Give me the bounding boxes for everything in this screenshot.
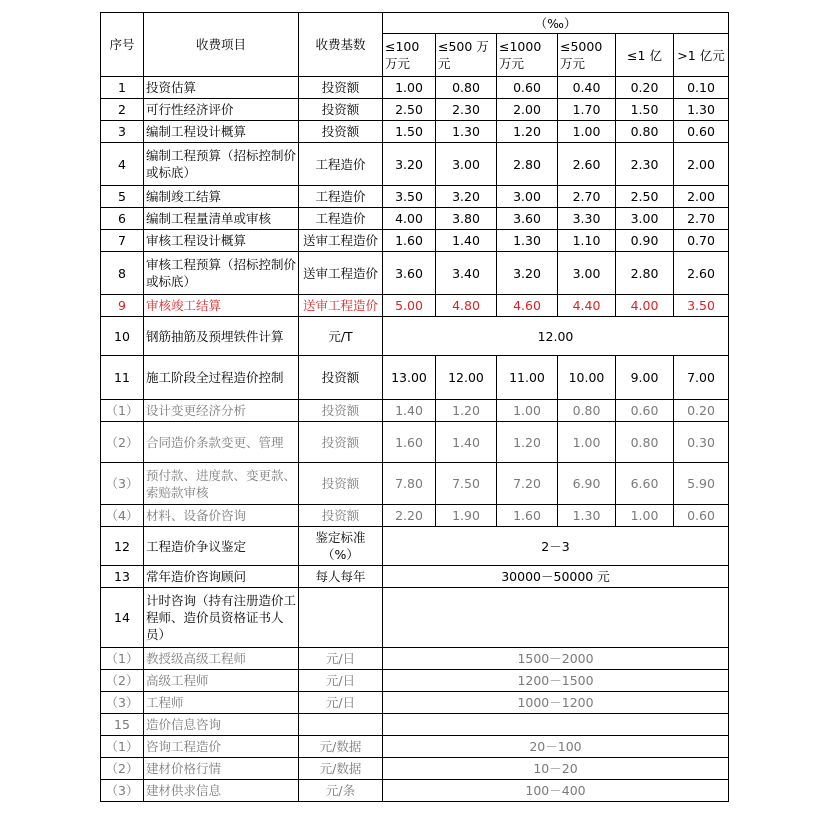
rate-cell: 4.00 [616, 295, 674, 317]
rate-cell: 13.00 [383, 356, 436, 400]
rate-cell: 2.60 [558, 143, 616, 186]
row-item: 常年造价咨询顾问 [144, 566, 299, 588]
row-base: 送审工程造价 [299, 230, 383, 252]
rate-cell: 0.60 [497, 77, 558, 99]
rate-cell: 3.30 [558, 208, 616, 230]
rate-cell: 11.00 [497, 356, 558, 400]
row-no: （3） [101, 780, 144, 802]
rate-cell: 0.70 [674, 230, 729, 252]
rate-cell: 2.30 [436, 99, 497, 121]
header-no: 序号 [101, 13, 144, 77]
rate-cell: 1.90 [436, 505, 497, 527]
table-row [101, 714, 729, 736]
row-item: 建材供求信息 [144, 780, 299, 802]
rate-cell: 1.60 [497, 505, 558, 527]
rate-cell: 2.60 [674, 252, 729, 295]
merged-rate-cell: 12.00 [383, 317, 729, 356]
rate-cell: 2.50 [616, 186, 674, 208]
merged-rate-cell: 100－400 [383, 780, 729, 802]
rate-cell: 0.80 [436, 77, 497, 99]
header-tier-5: ≤1 亿 [616, 34, 674, 77]
rate-cell: 3.00 [436, 143, 497, 186]
rate-cell: 1.30 [436, 121, 497, 143]
row-no: （3） [101, 692, 144, 714]
row-item: 审核工程预算（招标控制价或标底） [144, 252, 299, 295]
row-base: 送审工程造价 [299, 252, 383, 295]
rate-cell: 3.50 [383, 186, 436, 208]
rate-cell: 2.50 [383, 99, 436, 121]
row-no: 14 [101, 588, 144, 648]
row-item: 编制工程量清单或审核 [144, 208, 299, 230]
row-item: 编制竣工结算 [144, 186, 299, 208]
rate-cell: 0.30 [674, 422, 729, 463]
rate-cell: 3.60 [383, 252, 436, 295]
row-no: （1） [101, 400, 144, 422]
rate-cell: 3.40 [436, 252, 497, 295]
row-no: （1） [101, 736, 144, 758]
rate-cell: 5.00 [383, 295, 436, 317]
row-base: 元/日 [299, 648, 383, 670]
rate-cell: 1.50 [383, 121, 436, 143]
row-item: 建材价格行情 [144, 758, 299, 780]
table-row [101, 317, 729, 356]
row-item: 审核竣工结算 [144, 295, 299, 317]
row-base: 鉴定标准（%） [299, 527, 383, 566]
row-no: （4） [101, 505, 144, 527]
row-no: 7 [101, 230, 144, 252]
row-base: 工程造价 [299, 208, 383, 230]
rate-cell: 2.70 [558, 186, 616, 208]
rate-cell: 3.50 [674, 295, 729, 317]
row-item: 工程师 [144, 692, 299, 714]
row-base: 投资额 [299, 463, 383, 505]
row-base: 投资额 [299, 356, 383, 400]
rate-cell: 1.70 [558, 99, 616, 121]
rate-cell: 3.00 [558, 252, 616, 295]
rate-cell: 0.80 [616, 422, 674, 463]
rate-cell: 1.40 [436, 422, 497, 463]
row-no: 2 [101, 99, 144, 121]
rate-cell: 1.30 [497, 230, 558, 252]
row-no: 9 [101, 295, 144, 317]
row-no: 15 [101, 714, 144, 736]
row-item: 投资估算 [144, 77, 299, 99]
row-no: 5 [101, 186, 144, 208]
rate-cell: 3.20 [383, 143, 436, 186]
rate-cell: 6.60 [616, 463, 674, 505]
rate-cell: 3.60 [497, 208, 558, 230]
rate-cell: 1.10 [558, 230, 616, 252]
rate-cell: 1.30 [558, 505, 616, 527]
rate-cell: 1.20 [497, 121, 558, 143]
row-base: 工程造价 [299, 186, 383, 208]
row-no: 11 [101, 356, 144, 400]
merged-rate-cell: 2－3 [383, 527, 729, 566]
rate-cell: 1.40 [383, 400, 436, 422]
merged-rate-cell: 30000－50000 元 [383, 566, 729, 588]
rate-cell: 1.20 [436, 400, 497, 422]
merged-rate-cell [383, 588, 729, 648]
row-item: 教授级高级工程师 [144, 648, 299, 670]
row-item: 预付款、进度款、变更款、索赔款审核 [144, 463, 299, 505]
table-row [101, 230, 729, 252]
header-unit: （‰） [383, 13, 729, 34]
rate-cell: 2.80 [616, 252, 674, 295]
row-item: 造价信息咨询 [144, 714, 299, 736]
row-no: 10 [101, 317, 144, 356]
row-no: 12 [101, 527, 144, 566]
row-base: 元/T [299, 317, 383, 356]
row-base: 工程造价 [299, 143, 383, 186]
rate-cell: 4.60 [497, 295, 558, 317]
table-row [101, 463, 729, 505]
row-base: 元/日 [299, 692, 383, 714]
row-base: 元/数据 [299, 758, 383, 780]
rate-cell: 4.00 [383, 208, 436, 230]
rate-cell: 0.60 [674, 505, 729, 527]
rate-cell: 3.20 [436, 186, 497, 208]
rate-cell: 0.60 [616, 400, 674, 422]
rate-cell: 2.20 [383, 505, 436, 527]
rate-cell: 3.00 [616, 208, 674, 230]
row-no: 1 [101, 77, 144, 99]
table-row [101, 356, 729, 400]
row-no: （1） [101, 648, 144, 670]
header-tier-1: ≤100 万元 [383, 34, 436, 77]
rate-cell: 0.80 [616, 121, 674, 143]
rate-cell: 0.20 [616, 77, 674, 99]
table-row [101, 252, 729, 295]
header-tier-2: ≤500 万元 [436, 34, 497, 77]
row-item: 材料、设备价咨询 [144, 505, 299, 527]
table-row [101, 758, 729, 780]
row-item: 设计变更经济分析 [144, 400, 299, 422]
row-base [299, 588, 383, 648]
rate-cell: 1.30 [674, 99, 729, 121]
table-row [101, 295, 729, 317]
row-item: 高级工程师 [144, 670, 299, 692]
table-row [101, 208, 729, 230]
table-row [101, 780, 729, 802]
row-no: 3 [101, 121, 144, 143]
row-base: 元/数据 [299, 736, 383, 758]
rate-cell: 0.40 [558, 77, 616, 99]
rate-cell: 1.40 [436, 230, 497, 252]
merged-rate-cell: 1200－1500 [383, 670, 729, 692]
header-base: 收费基数 [299, 13, 383, 77]
rate-cell: 9.00 [616, 356, 674, 400]
rate-cell: 2.80 [497, 143, 558, 186]
header-tier-4: ≤5000 万元 [558, 34, 616, 77]
row-base: 投资额 [299, 505, 383, 527]
header-tier-6: >1 亿元 [674, 34, 729, 77]
rate-cell: 6.90 [558, 463, 616, 505]
rate-cell: 4.40 [558, 295, 616, 317]
rate-cell: 1.20 [497, 422, 558, 463]
rate-cell: 7.00 [674, 356, 729, 400]
fee-table [100, 12, 729, 802]
rate-cell: 2.30 [616, 143, 674, 186]
merged-rate-cell: 10－20 [383, 758, 729, 780]
rate-cell: 0.20 [674, 400, 729, 422]
rate-cell: 7.50 [436, 463, 497, 505]
row-no: （2） [101, 758, 144, 780]
row-base: 投资额 [299, 99, 383, 121]
rate-cell: 4.80 [436, 295, 497, 317]
row-base: 投资额 [299, 121, 383, 143]
table-row [101, 692, 729, 714]
row-base: 投资额 [299, 400, 383, 422]
table-row [101, 422, 729, 463]
row-item: 施工阶段全过程造价控制 [144, 356, 299, 400]
rate-cell: 1.60 [383, 422, 436, 463]
rate-cell: 12.00 [436, 356, 497, 400]
row-no: （2） [101, 422, 144, 463]
table-row [101, 99, 729, 121]
row-base: 送审工程造价 [299, 295, 383, 317]
table-row [101, 648, 729, 670]
row-base: 每人每年 [299, 566, 383, 588]
row-base [299, 714, 383, 736]
row-item: 可行性经济评价 [144, 99, 299, 121]
row-item: 计时咨询（持有注册造价工程师、造价员资格证书人员） [144, 588, 299, 648]
rate-cell: 1.60 [383, 230, 436, 252]
rate-cell: 3.20 [497, 252, 558, 295]
table-row [101, 121, 729, 143]
row-no: 8 [101, 252, 144, 295]
row-no: 13 [101, 566, 144, 588]
row-no: 6 [101, 208, 144, 230]
rate-cell: 1.00 [616, 505, 674, 527]
rate-cell: 1.00 [383, 77, 436, 99]
merged-rate-cell: 1500－2000 [383, 648, 729, 670]
rate-cell: 1.00 [497, 400, 558, 422]
table-row [101, 566, 729, 588]
row-item: 编制工程设计概算 [144, 121, 299, 143]
row-base: 投资额 [299, 422, 383, 463]
rate-cell: 1.50 [616, 99, 674, 121]
row-base: 元/条 [299, 780, 383, 802]
row-item: 咨询工程造价 [144, 736, 299, 758]
rate-cell: 2.00 [674, 186, 729, 208]
rate-cell: 1.00 [558, 121, 616, 143]
rate-cell: 5.90 [674, 463, 729, 505]
row-item: 钢筋抽筋及预埋铁件计算 [144, 317, 299, 356]
rate-cell: 2.00 [497, 99, 558, 121]
table-row [101, 400, 729, 422]
row-base: 投资额 [299, 77, 383, 99]
table-row [101, 77, 729, 99]
row-base: 元/日 [299, 670, 383, 692]
rate-cell: 0.80 [558, 400, 616, 422]
rate-cell: 2.00 [674, 143, 729, 186]
header-tier-3: ≤1000 万元 [497, 34, 558, 77]
rate-cell: 0.90 [616, 230, 674, 252]
row-item: 工程造价争议鉴定 [144, 527, 299, 566]
row-no: 4 [101, 143, 144, 186]
rate-cell: 0.10 [674, 77, 729, 99]
rate-cell: 7.20 [497, 463, 558, 505]
table-row [101, 527, 729, 566]
merged-rate-cell: 1000－1200 [383, 692, 729, 714]
row-no: （3） [101, 463, 144, 505]
header-item: 收费项目 [144, 13, 299, 77]
rate-cell: 3.00 [497, 186, 558, 208]
row-item: 合同造价条款变更、管理 [144, 422, 299, 463]
rate-cell: 0.60 [674, 121, 729, 143]
table-row [101, 670, 729, 692]
table-row [101, 736, 729, 758]
merged-rate-cell [383, 714, 729, 736]
rate-cell: 3.80 [436, 208, 497, 230]
rate-cell: 1.00 [558, 422, 616, 463]
row-no: （2） [101, 670, 144, 692]
row-item: 编制工程预算（招标控制价或标底） [144, 143, 299, 186]
table-row [101, 588, 729, 648]
table-row [101, 143, 729, 186]
row-item: 审核工程设计概算 [144, 230, 299, 252]
table-row [101, 186, 729, 208]
rate-cell: 2.70 [674, 208, 729, 230]
rate-cell: 10.00 [558, 356, 616, 400]
merged-rate-cell: 20－100 [383, 736, 729, 758]
rate-cell: 7.80 [383, 463, 436, 505]
table-row [101, 505, 729, 527]
